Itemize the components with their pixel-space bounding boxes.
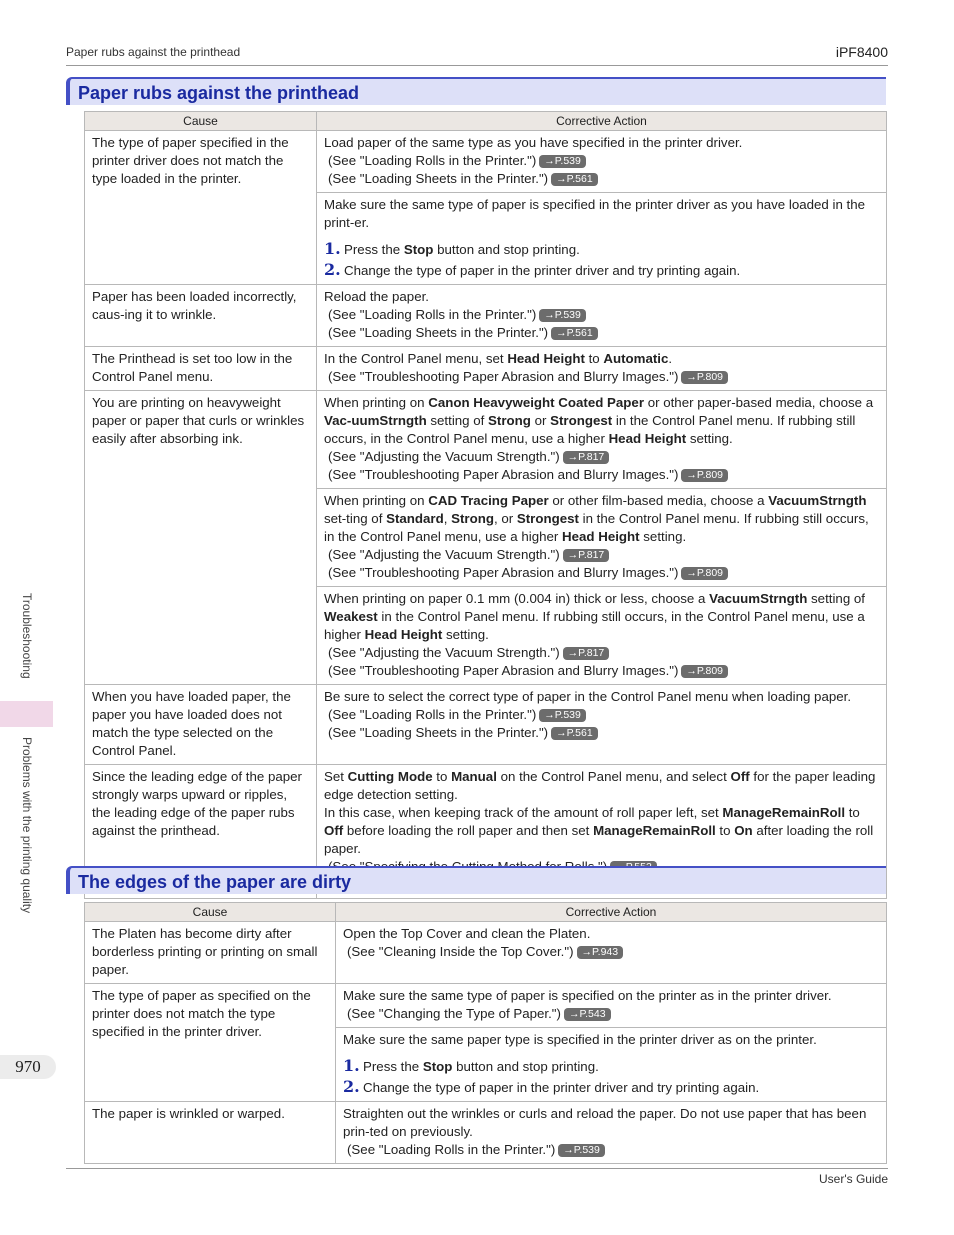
see-also: (See "Adjusting the Vacuum Strength.") →P.817 xyxy=(324,448,879,466)
page-ref-link[interactable]: →P.561 xyxy=(551,173,598,186)
step-number: 1. xyxy=(343,1056,360,1075)
cause-cell: The Printhead is set too low in the Control Panel menu. xyxy=(85,347,317,391)
table-row xyxy=(85,922,887,984)
action-cell: When printing on CAD Tracing Paper or other film-based media, choose a VacuumStrngth set-ting of Standard, Strong, or Strongest in the Control Panel menu. If rubbing still occurs, in the Control Panel menu, use a higher Head Height setting. (See "Adjusting the Vacuum Strength.") →P.817 (See "Troubleshooting Paper Abrasion and Blurry Images.") →P.809 xyxy=(317,489,887,587)
page-ref-link[interactable]: →P.809 xyxy=(681,567,728,580)
page-ref-link[interactable]: →P.817 xyxy=(563,647,610,660)
see-also: (See "Loading Rolls in the Printer.") →P.539 xyxy=(343,1141,879,1159)
running-header-model: iPF8400 xyxy=(835,44,888,60)
see-also: (See "Loading Rolls in the Printer.") →P.539 xyxy=(324,306,879,324)
footer-divider xyxy=(66,1168,888,1169)
action-cell: Set Cutting Mode to Manual on the Control Panel menu, and select Off for the paper leading edge detection setting. In this case, when keeping track of the amount of roll paper left, set ManageRemainRoll to Off before loading the roll paper and then set ManageRemainRoll to On after loading the roll paper. xyxy=(317,765,887,899)
step-item: 1. Press the Stop button and stop printing. xyxy=(343,1056,599,1075)
action-cell: Open the Top Cover and clean the Platen. (See "Cleaning Inside the Top Cover.") →P.943 xyxy=(336,922,887,984)
page-number: 970 xyxy=(0,1055,56,1079)
paper-rubs-table xyxy=(84,111,887,899)
cause-cell: You are printing on heavyweight paper or paper that curls or wrinkles easily after absorbing ink. xyxy=(85,391,317,685)
step-number: 2. xyxy=(324,260,341,279)
see-also: (See "Loading Sheets in the Printer.") →P.561 xyxy=(324,324,879,342)
cause-cell: Since the leading edge of the paper strongly warps upward or ripples, the leading edge of the paper rubs against the printhead. xyxy=(85,765,317,899)
section-title-dirty-edges: The edges of the paper are dirty xyxy=(66,866,886,894)
action-cell: In the Control Panel menu, set Head Height to Automatic. (See "Troubleshooting Paper Abrasion and Blurry Images.") →P.809 xyxy=(317,347,887,391)
cause-cell: The Platen has become dirty after borderless printing or printing on small paper. xyxy=(85,922,336,984)
dirty-edges-table-viewport xyxy=(84,902,888,1157)
action-cell xyxy=(317,193,887,285)
page-ref-link[interactable]: →P.817 xyxy=(563,549,610,562)
see-also: (See "Cleaning Inside the Top Cover.") →P.943 xyxy=(343,943,879,961)
table-row xyxy=(85,285,887,347)
column-header-cause: Cause xyxy=(85,112,317,131)
side-tab-printing-quality[interactable]: Problems with the printing quality xyxy=(20,737,34,914)
action-cell: Straighten out the wrinkles or curls and reload the paper. Do not use paper that has been prin-ted on previously. (See "Loading Rolls in the Printer.") →P.539 xyxy=(336,1102,887,1164)
see-also: (See "Changing the Type of Paper.") →P.543 xyxy=(343,1005,879,1023)
action-cell: When printing on paper 0.1 mm (0.004 in) thick or less, choose a VacuumStrngth setting of Weakest in the Control Panel menu. If rubbing still occurs, in the Control Panel menu, use a higher Head Height setting. (See "Adjusting the Vacuum Strength.") →P.817 (See "Troubleshooting Paper Abrasion and Blurry Images.") →P.809 xyxy=(317,587,887,685)
table-row xyxy=(85,391,887,489)
action-text: Make sure the same type of paper is specified in the printer driver as you have loaded in the print-er. xyxy=(324,197,866,230)
page-ref-link[interactable]: →P.543 xyxy=(564,1008,611,1021)
see-also: (See "Loading Sheets in the Printer.") →P.561 xyxy=(324,724,879,742)
footer-guide-title: User's Guide xyxy=(819,1172,888,1186)
step-item: 1. Press the Stop button and stop printing. xyxy=(324,239,580,258)
column-header-action: Corrective Action xyxy=(336,903,887,922)
step-item: 2. Change the type of paper in the printer driver and try printing again. xyxy=(324,260,741,279)
see-also: (See "Loading Sheets in the Printer.") →P.561 xyxy=(324,170,879,188)
action-cell: Reload the paper. (See "Loading Rolls in the Printer.") →P.539 (See "Loading Sheets in the Printer.") →P.561 xyxy=(317,285,887,347)
action-cell xyxy=(317,131,887,193)
column-header-cause: Cause xyxy=(85,903,336,922)
page-ref-link[interactable]: →P.809 xyxy=(681,469,728,482)
page-ref-link[interactable]: →P.561 xyxy=(551,727,598,740)
page-ref-link[interactable]: →P.561 xyxy=(551,327,598,340)
table-row xyxy=(85,1102,887,1164)
section-title-paper-rubs: Paper rubs against the printhead xyxy=(66,77,886,105)
see-also: (See "Troubleshooting Paper Abrasion and Blurry Images.") →P.809 xyxy=(324,466,879,484)
action-cell: Make sure the same type of paper is specified on the printer as in the printer driver. (See "Changing the Type of Paper.") →P.543 xyxy=(336,984,887,1028)
cause-cell: The type of paper as specified on the printer does not match the type specified in the printer driver. xyxy=(85,984,336,1102)
page-ref-link[interactable]: →P.539 xyxy=(539,155,586,168)
action-cell: Be sure to select the correct type of paper in the Control Panel menu when loading paper. (See "Loading Rolls in the Printer.") →P.539 (See "Loading Sheets in the Printer.") →P.561 xyxy=(317,685,887,765)
cause-cell: Paper has been loaded incorrectly, caus-ing it to wrinkle. xyxy=(85,285,317,347)
cause-cell: The type of paper specified in the printer driver does not match the type loaded in the printer. xyxy=(85,131,317,285)
see-also: (See "Troubleshooting Paper Abrasion and Blurry Images.") →P.809 xyxy=(324,564,879,582)
column-header-action: Corrective Action xyxy=(317,112,887,131)
page-ref-link[interactable]: →P.943 xyxy=(577,946,624,959)
action-text: Load paper of the same type as you have specified in the printer driver. xyxy=(324,135,743,150)
step-number: 2. xyxy=(343,1077,360,1096)
table-row xyxy=(85,347,887,391)
see-also: (See "Troubleshooting Paper Abrasion and Blurry Images.") →P.809 xyxy=(324,368,879,386)
step-number: 1. xyxy=(324,239,341,258)
header-divider xyxy=(66,65,888,66)
table-row xyxy=(85,685,887,765)
table-row xyxy=(85,131,887,193)
see-also: (See "Adjusting the Vacuum Strength.") →P.817 xyxy=(324,644,879,662)
page-ref-link[interactable]: →P.539 xyxy=(558,1144,605,1157)
see-also: (See "Troubleshooting Paper Abrasion and Blurry Images.") →P.809 xyxy=(324,662,879,680)
page-ref-link[interactable]: →P.809 xyxy=(681,371,728,384)
see-also: (See "Loading Rolls in the Printer.") →P.539 xyxy=(324,706,879,724)
table-row xyxy=(85,984,887,1028)
step-item: 2. Change the type of paper in the printer driver and try printing again. xyxy=(343,1077,760,1096)
dirty-edges-table xyxy=(84,902,887,1164)
page-ref-link[interactable]: →P.539 xyxy=(539,709,586,722)
page-ref-link[interactable]: →P.809 xyxy=(681,665,728,678)
see-also: (See "Loading Rolls in the Printer.") →P.539 xyxy=(324,152,879,170)
page-ref-link[interactable]: →P.817 xyxy=(563,451,610,464)
action-cell: Make sure the same paper type is specified in the printer driver as on the printer. 1. Press the Stop button and stop printing. 2. Change the type of paper in the printer driver and try printing again. xyxy=(336,1028,887,1102)
cause-cell: When you have loaded paper, the paper you have loaded does not match the type selected on the Control Panel. xyxy=(85,685,317,765)
side-tab-marker xyxy=(0,701,53,727)
action-cell: When printing on Canon Heavyweight Coated Paper or other paper-based media, choose a Vac-uumStrngth setting of Strong or Strongest in the Control Panel menu. If rubbing still occurs, in the Control Panel menu, use a higher Head Height setting. (See "Adjusting the Vacuum Strength.") →P.817 (See "Troubleshooting Paper Abrasion and Blurry Images.") →P.809 xyxy=(317,391,887,489)
running-header-title: Paper rubs against the printhead xyxy=(66,45,241,59)
see-also: (See "Adjusting the Vacuum Strength.") →P.817 xyxy=(324,546,879,564)
cause-cell: The paper is wrinkled or warped. xyxy=(85,1102,336,1164)
page-ref-link[interactable]: →P.539 xyxy=(539,309,586,322)
side-tab-troubleshooting[interactable]: Troubleshooting xyxy=(20,593,34,679)
